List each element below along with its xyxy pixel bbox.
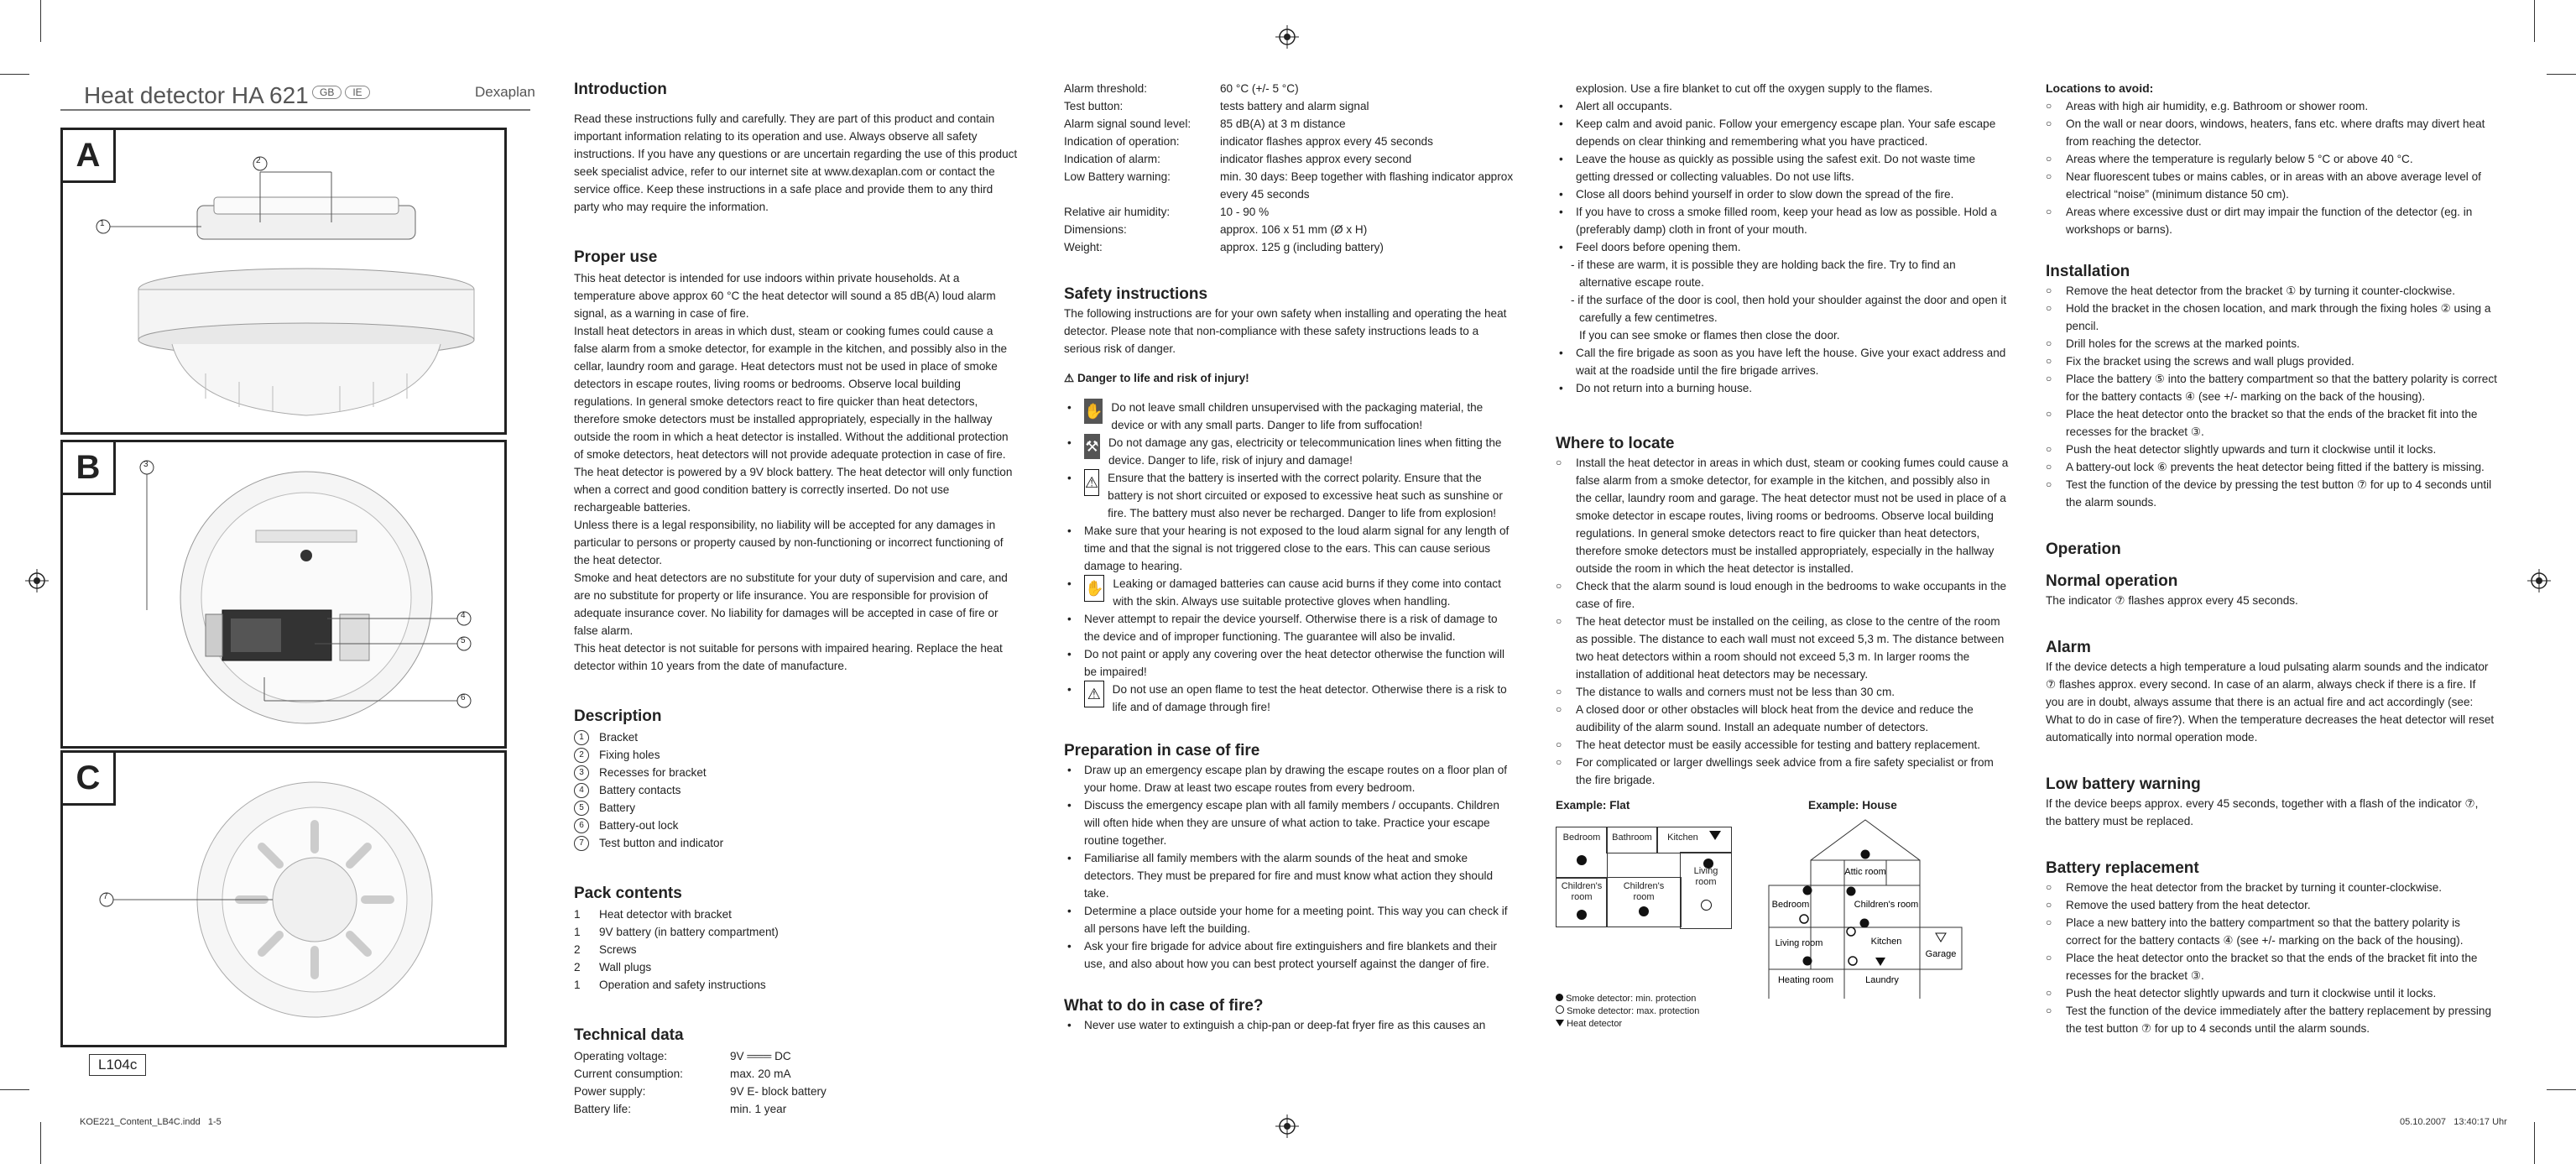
list-item: • Feel doors before opening them.: [1556, 238, 2009, 256]
figure-panel-b: [60, 440, 507, 749]
spec-value: 60 °C (+/- 5 °C): [1220, 82, 1299, 95]
spec-label: Power supply:: [574, 1085, 646, 1098]
section-heading: Battery replacement: [2046, 859, 2199, 877]
list-item: • Alert all occupants.: [1556, 97, 2009, 115]
list-item: ○ Place the battery ⑤ into the battery compartment so that the battery polarity is correct for the battery contacts ④ (see +/- marking on the back of the housing).: [2046, 370, 2497, 405]
flat-floor-plan: [1556, 827, 1730, 971]
item-text: Do not leave small children unsupervised with the packaging material, the device or with any small parts. Danger to life from suffocation!: [1111, 401, 1484, 431]
list-item: ○ For complicated or larger dwellings seek advice from a fire safety specialist or from the fire brigade.: [1556, 754, 2009, 789]
list-item: ○ Fix the bracket using the screws and wall plugs provided.: [2046, 352, 2497, 370]
list-item: [1064, 681, 1514, 716]
room-label: Garage: [1925, 949, 1957, 959]
spec-label: Operating voltage:: [574, 1050, 668, 1062]
section-heading: Pack contents: [574, 885, 682, 902]
panel-label: A: [60, 128, 116, 183]
list-item: [574, 941, 1019, 958]
list-item: ○ Push the heat detector slightly upwards and turn it clockwise until it locks.: [2046, 984, 2497, 1002]
paragraph: The indicator ⑦ flashes approx every 45 seconds.: [2046, 594, 2298, 607]
footer-file-info: KOE221_Content_LB4C.indd 1-5: [80, 1117, 222, 1127]
list-item: • Discuss the emergency escape plan with all family members / occupants. Children will often hide when they are unsure of what action to take. Practice your escape routine together.: [1064, 796, 1514, 849]
spec-label: Battery life:: [574, 1103, 631, 1115]
smoke-detector-min-marker: [1577, 910, 1587, 920]
spec-label: Current consumption:: [574, 1067, 683, 1080]
registration-mark-icon: [2527, 569, 2551, 592]
list-item: ○ Areas where excessive dust or dirt may impair the function of the detector (eg. in workshops or barns).: [2046, 203, 2497, 238]
country-badge: IE: [345, 86, 369, 99]
spec-label: Indication of operation:: [1064, 135, 1180, 148]
section-heading: Safety instructions: [1064, 285, 1208, 303]
list-item: ○ Areas with high air humidity, e.g. Bathroom or shower room.: [2046, 97, 2497, 115]
page-title: Heat detector HA 621: [84, 82, 309, 108]
spec-value: min. 30 days: Beep together with flashing indicator approx every 45 seconds: [1220, 170, 1514, 201]
paragraph: explosion. Use a fire blanket to cut off the oxygen supply to the flames.: [1576, 82, 1933, 95]
list-item: [574, 834, 1019, 852]
item-quantity: 1: [574, 979, 581, 991]
item-text: Battery: [599, 801, 636, 814]
list-item: • Ask your fire brigade for advice about fire extinguishers and fire blankets and their use, and also about how you can best protect yourself against the danger of fire.: [1064, 937, 1514, 973]
spec-row: [574, 1100, 1019, 1118]
panel-label: C: [60, 750, 116, 806]
section-heading: Where to locate: [1556, 435, 1675, 452]
list-item: [574, 746, 1019, 764]
house-floor-plan: [1752, 810, 1979, 999]
smoke-detector-min-marker: [1639, 906, 1649, 916]
installation-section: [2046, 262, 2497, 511]
technical-data-section: [574, 1026, 1019, 1118]
flame-warning-icon: • ⚠: [1084, 681, 1104, 707]
crop-mark: [2547, 1089, 2576, 1090]
detector-side-illustration: [63, 130, 504, 432]
room-living: [1680, 852, 1732, 929]
legend-item: [1556, 993, 1699, 1005]
callout-number: 3: [143, 460, 149, 469]
list-item: ○ On the wall or near doors, windows, heaters, fans etc. where drafts may divert heat from reaching the detector.: [2046, 115, 2497, 150]
item-text: Make sure that your hearing is not exposed to the loud alarm signal for any length of time and that the signal is not triggered close to the ears. This can cause serious damage to hearing.: [1084, 525, 1510, 572]
smoke-detector-max-icon: [1556, 1005, 1564, 1014]
list-item: • Keep calm and avoid panic. Follow your emergency escape plan. Your safe escape depends on clear thinking and remembering what you have practiced.: [1556, 115, 2009, 150]
spec-value: indicator flashes approx every 45 seconds: [1220, 135, 1433, 148]
panel-label: B: [60, 440, 116, 495]
what-to-do-continued: [1556, 80, 2009, 397]
spec-label: Test button:: [1064, 100, 1124, 112]
callout-number: 1: [100, 219, 105, 228]
paragraph: The heat detector is powered by a 9V block battery. The heat detector will only function when a correct and good condition battery is correctly inserted. Do not use rechargeable batteries.: [574, 466, 1013, 514]
spec-row: [574, 1083, 1019, 1100]
item-text: Heat detector with bracket: [599, 908, 732, 921]
legend-item: [1556, 1018, 1699, 1031]
list-item: ○ Drill holes for the screws at the marked points.: [2046, 335, 2497, 352]
spec-label: Alarm threshold:: [1064, 82, 1147, 95]
alarm-section: [2046, 638, 2497, 746]
header-rule: [60, 109, 530, 111]
list-item: [574, 764, 1019, 781]
smoke-detector-min-icon: [1556, 994, 1563, 1001]
column-3: [1556, 80, 2009, 809]
spec-row: [1064, 238, 1514, 256]
item-text: Bracket: [599, 731, 639, 744]
paragraph: Read these instructions fully and carefully. They are part of this product and contain important information relating to its operation and use. Always observe all safety instructions. If you have any questions or are uncertain regarding the use of this product seek specialist advice, refer to our internet site at www.dexaplan.com or contact the service office. Keep these instructions in a safe place and provide them to any third party who may require the information.: [574, 112, 1018, 213]
list-item: ○ Place the heat detector onto the bracket so that the ends of the bracket fit into the recesses for the bracket ③.: [2046, 949, 2497, 984]
spec-value: min. 1 year: [730, 1103, 787, 1115]
heat-detector-icon: [1556, 1020, 1564, 1026]
legend-text: Smoke detector: min. protection: [1566, 994, 1697, 1004]
door-note: - if these are warm, it is possible they are holding back the fire. Try to find an alternative escape route.: [1571, 258, 1956, 289]
list-item: ○ The heat detector must be easily accessible for testing and battery replacement.: [1556, 736, 2009, 754]
list-item: • Leave the house as quickly as possible using the safest exit. Do not waste time getting dressed or collecting valuables. Do not use lifts.: [1556, 150, 2009, 185]
list-item: [1064, 399, 1514, 434]
detector-back-illustration: [63, 442, 504, 746]
proper-use-section: [574, 248, 1019, 675]
introduction-section: [574, 80, 1019, 216]
item-quantity: 1: [574, 926, 581, 938]
spec-value: tests battery and alarm signal: [1220, 100, 1369, 112]
item-text: Leaking or damaged batteries can cause acid burns if they come into contact with the skin. Always use suitable protective gloves when handling.: [1113, 577, 1501, 608]
flat-example-label: Example: Flat: [1556, 799, 1630, 812]
room-childrens-2: [1606, 877, 1682, 927]
paragraph: Unless there is a legal responsibility, no liability will be accepted for any damages in particular to persons or property caused by non-functioning or incorrect functioning of the heat detector.: [574, 519, 1004, 566]
room-label: Living room: [1775, 938, 1823, 948]
gloves-warning-icon: • ✋: [1084, 575, 1104, 602]
list-item: [574, 923, 1019, 941]
locations-to-avoid-section: [2046, 80, 2497, 238]
list-item: [574, 781, 1019, 799]
item-number: 1: [574, 730, 589, 745]
list-item: • Draw up an emergency escape plan by drawing the escape routes on a floor plan of your home. Draw at least two escape routes from every bedroom.: [1064, 761, 1514, 796]
list-item: ○ Near fluorescent tubes or mains cables, or in areas with an above average level of electrical “noise” (minimum distance 50 cm).: [2046, 168, 2497, 203]
spec-label: Relative air humidity:: [1064, 206, 1171, 218]
item-text: Wall plugs: [599, 961, 652, 973]
item-number: 4: [574, 783, 589, 798]
crop-mark: [0, 74, 29, 75]
section-heading: Introduction: [574, 81, 667, 98]
paragraph: This heat detector is intended for use indoors within private households. At a temperature above approx 60 °C the heat detector will sound a 85 dB(A) loud alarm signal, as a warning in case of fire.: [574, 272, 996, 320]
section-heading: What to do in case of fire?: [1064, 997, 1264, 1015]
item-quantity: 2: [574, 961, 581, 973]
list-item: ○ Place the heat detector onto the bracket so that the ends of the bracket fit into the recesses for the bracket ③.: [2046, 405, 2497, 441]
country-badge: GB: [312, 86, 342, 99]
house-example-label: Example: House: [1808, 799, 1897, 812]
section-heading: Locations to avoid:: [2046, 81, 2154, 95]
spec-value: approx. 106 x 51 mm (Ø x H): [1220, 223, 1368, 236]
low-battery-section: [2046, 775, 2497, 830]
column-4: [2046, 80, 2497, 1057]
spec-row: [1064, 221, 1514, 238]
list-item: ○ Test the function of the device by pressing the test button ⑦ for up to 4 seconds until the alarm sounds.: [2046, 476, 2497, 511]
spec-row: [1064, 168, 1514, 203]
subsection-heading: Normal operation: [2046, 572, 2178, 590]
spec-row: [1064, 115, 1514, 133]
room-label: Laundry: [1865, 975, 1899, 985]
spec-label: Alarm signal sound level:: [1064, 117, 1192, 130]
list-item: [1064, 575, 1514, 610]
room-bathroom: [1606, 827, 1658, 853]
door-note: If you can see smoke or flames then close the door.: [1579, 329, 1840, 342]
section-heading: Installation: [2046, 263, 2130, 280]
list-item: ○ Test the function of the device immediately after the battery replacement by pressing the test button ⑦ for up to 4 seconds until the alarm sounds.: [2046, 1002, 2497, 1037]
spec-row: [574, 1065, 1019, 1083]
room-label: Children's room: [1623, 881, 1665, 902]
list-item: [1064, 522, 1514, 575]
list-item: • Never use water to extinguish a chip-pan or deep-fat fryer fire as this causes an: [1064, 1016, 1514, 1034]
crop-mark: [40, 0, 41, 42]
list-item: ○ A closed door or other obstacles will block heat from the device and reduce the audibility of the alarm sound. Install an adequate number of detectors.: [1556, 701, 2009, 736]
item-text: Do not damage any gas, electricity or telecommunication lines when fitting the device. Danger to life, risk of injury and damage!: [1108, 436, 1502, 467]
item-text: Fixing holes: [599, 749, 660, 761]
section-heading: Description: [574, 707, 662, 725]
list-item: ○ Install the heat detector in areas in which dust, steam or cooking fumes could cause a false alarm from a smoke detector, for example in the kitchen, and possibly also in the cellar, laundry room and garage. The heat detector must not be used in place of a smoke detector in escape routes, living rooms or bedrooms. Observe local building regulations. In general smoke detectors react to fire quicker than heat detectors, therefore smoke detectors must be installed appropriately, especially in the hallway outside the room in which the heat detector is installed.: [1556, 454, 2009, 577]
item-number: 5: [574, 801, 589, 816]
list-item: ○ Hold the bracket in the chosen location, and mark through the fixing holes ② using a pencil.: [2046, 300, 2497, 335]
smoke-detector-min-marker: [1577, 855, 1587, 865]
list-item: ○ The distance to walls and corners must not be less than 30 cm.: [1556, 683, 2009, 701]
item-text: Do not paint or apply any covering over the heat detector otherwise the function will be impaired!: [1084, 648, 1504, 678]
item-number: 2: [574, 748, 589, 763]
operation-section: [2046, 540, 2497, 609]
crop-mark: [2534, 1122, 2535, 1164]
list-item: ○ The heat detector must be installed on the ceiling, as close to the centre of the room as possible. The distance to each wall must not exceed 5,3 m. The distance between two heat detectors within a room should not exceed 5,3 m. In larger rooms the installation of additional heat detectors may be necessary.: [1556, 613, 2009, 683]
list-item: [574, 958, 1019, 976]
list-item: ○ A battery-out lock ⑥ prevents the heat detector being fitted if the battery is missing.: [2046, 458, 2497, 476]
child-warning-icon: • ✋: [1084, 399, 1103, 424]
danger-heading-text: Danger to life and risk of injury!: [1077, 372, 1249, 384]
what-to-do-section: [1064, 996, 1514, 1034]
spec-label: Dimensions:: [1064, 223, 1127, 236]
battery-warning-icon: • ⚠: [1084, 469, 1099, 496]
heat-detector-marker: [1709, 831, 1721, 840]
legend-item: [1556, 1005, 1699, 1018]
crop-mark: [2547, 74, 2576, 75]
list-item: [1064, 434, 1514, 469]
figure-code: L104c: [89, 1054, 146, 1076]
spec-value: max. 20 mA: [730, 1067, 791, 1080]
room-label: Children's room: [1854, 900, 1919, 910]
list-item: ○ Remove the used battery from the heat detector.: [2046, 896, 2497, 914]
spec-value: 9V E- block battery: [730, 1085, 827, 1098]
callout-number: 7: [103, 892, 108, 901]
room-label: Living room: [1693, 866, 1718, 887]
callout-number: 5: [461, 636, 466, 645]
list-item: • Close all doors behind yourself in order to slow down the spread of the fire.: [1556, 185, 2009, 203]
list-item: ○ Push the heat detector slightly upwards and turn it clockwise until it locks.: [2046, 441, 2497, 458]
item-text: Screws: [599, 943, 637, 956]
item-text: Ensure that the battery is inserted with the correct polarity. Ensure that the battery is not short circuited or exposed to excessive heat such as sunshine or fire. The battery must also never be recharged. Danger to life from explosion!: [1108, 472, 1503, 519]
paragraph: Install heat detectors in areas in which dust, steam or cooking fumes could cause a false alarm from a smoke detector, for example in the kitchen, and possibly also in the cellar, laundry room and garage. Heat detectors must not be used in place of smoke detectors in escape routes, living rooms or bedrooms. Observe local building regulations. In general smoke detectors react to fire quicker than heat detectors, therefore smoke detectors must be installed appropriately, especially in the hallway outside the room in which a heat detector is installed. Without the additional protection of smoke detectors, heat detectors will not provide adequate protection in case of fire.: [574, 325, 1009, 461]
item-text: Recesses for bracket: [599, 766, 707, 779]
item-text: Operation and safety instructions: [599, 979, 766, 991]
footer-timestamp: 05.10.2007 13:40:17 Uhr: [2400, 1117, 2507, 1127]
spec-row: [1064, 97, 1514, 115]
room-label: Attic room: [1844, 867, 1886, 877]
room-label: Kitchen: [1667, 833, 1698, 843]
spec-value: 9V ═══ DC: [730, 1050, 791, 1062]
spec-row: [574, 1047, 1019, 1065]
pack-contents-section: [574, 884, 1019, 994]
callout-number: 2: [256, 156, 261, 165]
spec-label: Low Battery warning:: [1064, 170, 1171, 183]
paragraph: The following instructions are for your own safety when installing and operating the heat detector. Please note that non-compliance with these safety instructions leads to a serious risk of danger.: [1064, 307, 1507, 355]
section-heading: Proper use: [574, 248, 658, 266]
list-item: [574, 817, 1019, 834]
where-to-locate-section: [1556, 434, 2009, 789]
section-heading: Technical data: [574, 1026, 684, 1044]
column-2: [1064, 80, 1514, 1054]
callout-number: 4: [461, 611, 466, 620]
room-label: Bedroom: [1562, 833, 1601, 843]
paragraph: This heat detector is not suitable for persons with impaired hearing. Replace the heat detector within 10 years from the date of manufacture.: [574, 642, 1003, 672]
paragraph: If the device detects a high temperature a loud pulsating alarm sounds and the indicator ⑦ flashes approx. every second. In case of an alarm, always check if there is a fire. If you are in doubt, always assume that there is an actual fire and act accordingly (see: What to do in case of fire?). When the temperature decreases the heat detector will reset automatically into normal operation mode.: [2046, 660, 2495, 744]
list-item: [574, 906, 1019, 923]
spec-value: 85 dB(A) at 3 m distance: [1220, 117, 1346, 130]
room-label: Kitchen: [1870, 937, 1902, 947]
room-bedroom: [1556, 827, 1608, 879]
section-heading: Low battery warning: [2046, 775, 2201, 793]
country-badges: [312, 86, 370, 99]
spec-value: approx. 125 g (including battery): [1220, 241, 1384, 253]
column-1: [574, 80, 1019, 1138]
spec-label: Weight:: [1064, 241, 1103, 253]
legend-text: Smoke detector: max. protection: [1567, 1006, 1700, 1016]
drill-warning-icon: • ⚒: [1084, 434, 1100, 459]
warning-triangle-icon: ⚠: [1064, 372, 1075, 384]
spec-row: [1064, 203, 1514, 221]
spec-label: Indication of alarm:: [1064, 153, 1160, 165]
section-heading: Preparation in case of fire: [1064, 742, 1260, 759]
spec-value: 10 - 90 %: [1220, 206, 1270, 218]
list-item: • Do not return into a burning house.: [1556, 379, 2009, 397]
item-text: Do not use an open flame to test the heat detector. Otherwise there is a risk to life and of damage through fire!: [1112, 683, 1507, 713]
item-number: 6: [574, 818, 589, 833]
registration-mark-icon: [25, 569, 49, 592]
list-item: [574, 799, 1019, 817]
registration-mark-icon: [1275, 25, 1299, 49]
list-item: ○ Check that the alarm sound is loud enough in the bedrooms to wake occupants in the case of fire.: [1556, 577, 2009, 613]
spec-row: [1064, 133, 1514, 150]
list-item: [1064, 645, 1514, 681]
paragraph: Smoke and heat detectors are no substitute for your duty of supervision and care, and are no substitute for property or life insurance. You are responsible for provision of adequate insurance cover. No liability for damages will be accepted in case of fire or false alarm.: [574, 572, 1008, 637]
registration-mark-icon: [1275, 1114, 1299, 1138]
description-section: [574, 707, 1019, 852]
spec-row: [1064, 80, 1514, 97]
list-item: ○ Remove the heat detector from the bracket by turning it counter-clockwise.: [2046, 879, 2497, 896]
list-item: ○ Remove the heat detector from the bracket ① by turning it counter-clockwise.: [2046, 282, 2497, 300]
spec-row: [1064, 150, 1514, 168]
item-text: Never attempt to repair the device yourself. Otherwise there is a risk of damage to the device and of improper functioning. The guarantee will also be invalid.: [1084, 613, 1498, 643]
figure-panel-c: [60, 750, 507, 1047]
list-item: ○ Areas where the temperature is regularly below 5 °C or above 40 °C.: [2046, 150, 2497, 168]
technical-data-continued: [1064, 80, 1514, 256]
item-quantity: 2: [574, 943, 581, 956]
room-label: Bathroom: [1612, 833, 1652, 843]
crop-mark: [40, 1122, 41, 1164]
room-label: Bedroom: [1771, 900, 1810, 910]
legend-text: Heat detector: [1567, 1019, 1623, 1029]
brand-name: Dexaplan: [475, 84, 535, 100]
spec-value: indicator flashes approx every second: [1220, 153, 1412, 165]
preparation-section: [1064, 741, 1514, 973]
list-item: [1064, 469, 1514, 522]
smoke-detector-max-marker: [1701, 900, 1712, 911]
list-item: • Call the fire brigade as soon as you have left the house. Give your exact address and wait at the roadside until the fire brigade arrives.: [1556, 344, 2009, 379]
item-number: 7: [574, 836, 589, 851]
crop-mark: [2534, 0, 2535, 42]
crop-mark: [0, 1089, 29, 1090]
room-childrens-1: [1556, 877, 1608, 927]
list-item: • Familiarise all family members with the alarm sounds of the heat and smoke detectors. They must be prepared for fire and must know what action they should take.: [1064, 849, 1514, 902]
list-item: • If you have to cross a smoke filled room, keep your head as low as possible. Hold a (preferably damp) cloth in front of your mouth.: [1556, 203, 2009, 238]
door-note: - if the surface of the door is cool, then hold your shoulder against the door and open it carefully a few centimetres.: [1571, 294, 2007, 324]
paragraph: If the device beeps approx. every 45 seconds, together with a flash of the indicator ⑦, the battery must be replaced.: [2046, 797, 2479, 827]
list-item: • Determine a place outside your home for a meeting point. This way you can check if all persons have left the building.: [1064, 902, 1514, 937]
callout-number: 6: [461, 693, 466, 702]
list-item: [574, 728, 1019, 746]
detector-front-illustration: [63, 753, 504, 1045]
item-number: 3: [574, 765, 589, 780]
section-heading: Alarm: [2046, 639, 2091, 656]
item-text: 9V battery (in battery compartment): [599, 926, 779, 938]
item-text: Battery contacts: [599, 784, 681, 796]
safety-section: [1064, 284, 1514, 716]
item-quantity: 1: [574, 908, 581, 921]
item-text: Battery-out lock: [599, 819, 679, 832]
room-label: Heating room: [1777, 975, 1834, 985]
section-heading: Operation: [2046, 540, 2121, 558]
room-kitchen: [1656, 827, 1732, 853]
item-text: Test button and indicator: [599, 837, 724, 849]
list-item: [574, 976, 1019, 994]
detector-legend: [1556, 993, 1699, 1031]
figure-panel-a: [60, 128, 507, 435]
list-item: ○ Place a new battery into the battery compartment so that the battery polarity is correct for the battery contacts ④ (see +/- marking on the back of the housing).: [2046, 914, 2497, 949]
battery-replacement-section: [2046, 859, 2497, 1037]
room-label: Children's room: [1561, 881, 1603, 902]
list-item: [1064, 610, 1514, 645]
danger-heading: [1064, 369, 1514, 387]
